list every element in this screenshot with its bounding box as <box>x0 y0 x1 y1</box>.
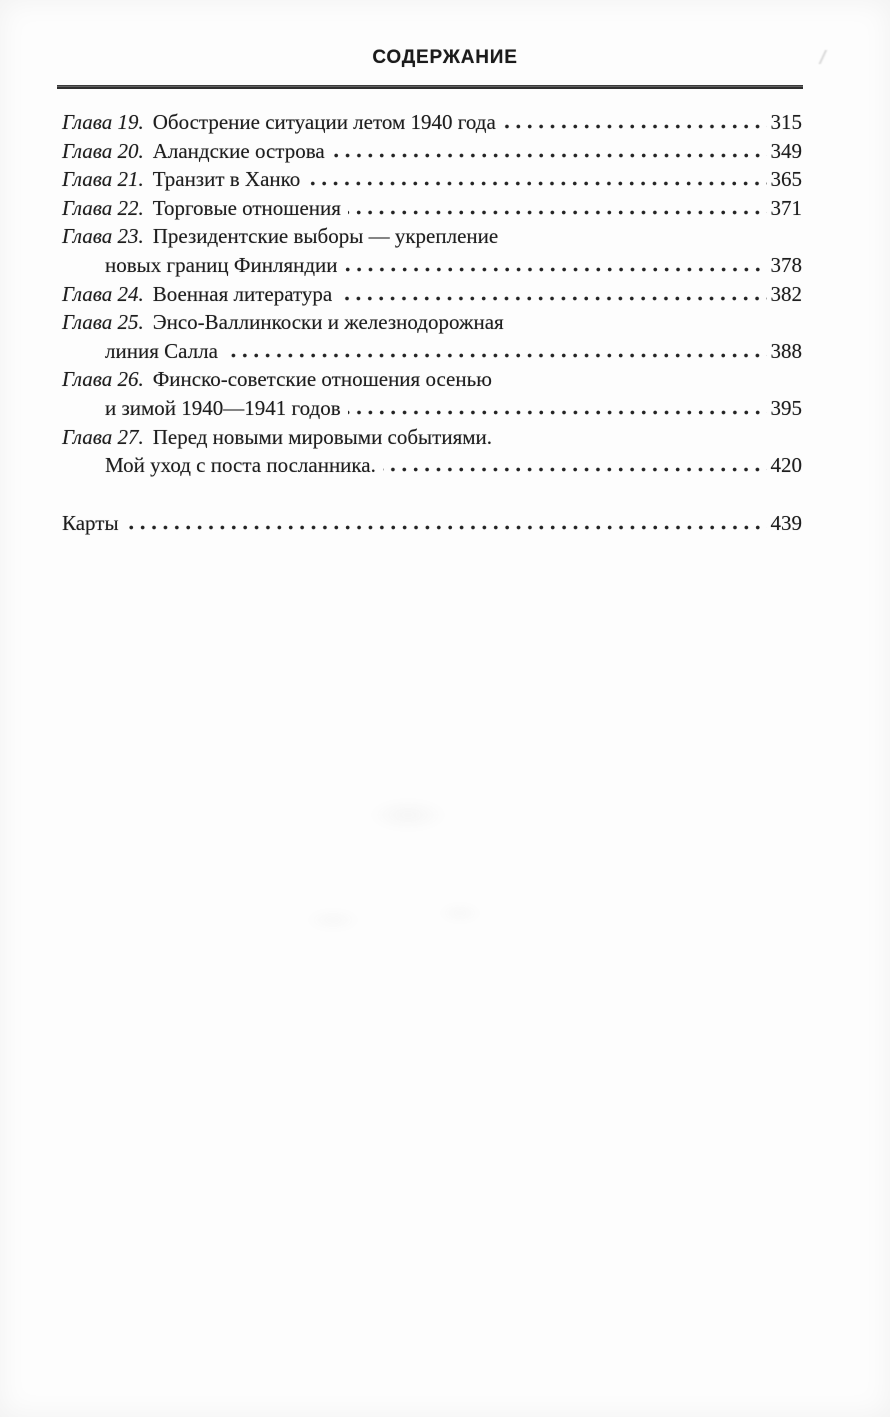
toc-entry-line <box>62 509 802 538</box>
toc-entry-line <box>62 194 802 223</box>
toc-entry <box>62 108 802 137</box>
toc-entry-line <box>62 308 802 337</box>
dot-leader <box>345 267 767 272</box>
toc-entry-line <box>62 423 802 452</box>
chapter-label: Глава 22. <box>62 195 144 220</box>
chapter-label: Глава 26. <box>62 367 144 392</box>
chapter-title: Президентские выборы — укрепление <box>152 224 499 249</box>
toc-entry <box>62 222 802 279</box>
page-number: 439 <box>770 510 802 535</box>
toc-entry-line <box>62 165 802 194</box>
toc-entry-line <box>62 222 802 251</box>
page-number: 378 <box>770 252 802 277</box>
chapter-label: Глава 24. <box>62 281 144 306</box>
chapter-label: Глава 20. <box>62 138 144 163</box>
dot-leader <box>383 467 767 472</box>
chapter-title-continued: и зимой 1940—1941 годов <box>105 395 341 420</box>
toc-entry <box>62 509 802 538</box>
chapter-label: Глава 27. <box>62 424 144 449</box>
page-number: 315 <box>770 110 802 134</box>
table-of-contents <box>62 108 802 537</box>
chapter-label: Глава 19. <box>62 110 144 134</box>
chapter-label: Глава 21. <box>62 167 144 192</box>
chapter-title: Торговые отношения <box>152 195 341 220</box>
chapter-title: Военная литература <box>152 281 333 306</box>
chapter-title: Перед новыми мировыми событиями. <box>152 424 493 449</box>
chapter-title: Энсо-Валлинкоски и железнодорожная <box>152 310 504 335</box>
dot-leader <box>348 410 767 415</box>
page-number: 349 <box>770 138 802 163</box>
chapter-title: Аландские острова <box>152 138 325 163</box>
toc-entry-line <box>62 137 802 166</box>
toc-entry <box>62 137 802 166</box>
toc-entry-continuation <box>62 451 802 480</box>
toc-entry-line <box>62 108 802 137</box>
chapter-title: Транзит в Ханко <box>152 167 301 192</box>
toc-entry <box>62 280 802 309</box>
chapter-title: Обострение ситуации летом 1940 года <box>152 110 496 134</box>
toc-entry <box>62 194 802 223</box>
toc-entry-continuation <box>62 394 802 423</box>
dot-leader <box>225 353 767 358</box>
scan-corner-mark <box>810 50 836 64</box>
scan-smudge <box>368 798 448 832</box>
dot-leader <box>307 181 766 186</box>
page-number: 395 <box>770 395 802 420</box>
toc-entry-continuation <box>62 337 802 366</box>
page-number: 365 <box>770 167 802 192</box>
dot-leader <box>503 124 767 129</box>
page-number: 382 <box>770 281 802 306</box>
chapter-label: Глава 25. <box>62 310 144 335</box>
page-number: 420 <box>770 453 802 478</box>
scan-smudge <box>438 902 482 924</box>
toc-entry <box>62 365 802 422</box>
page-number: 388 <box>770 338 802 363</box>
scan-smudge <box>305 908 361 932</box>
toc-entry-continuation <box>62 251 802 280</box>
header-rule <box>57 85 803 89</box>
dot-leader <box>339 296 766 301</box>
toc-entry-line <box>62 280 802 309</box>
toc-entry <box>62 165 802 194</box>
dot-leader <box>126 525 767 530</box>
chapter-title: Финско-советские отношения осенью <box>152 367 492 392</box>
page-title: СОДЕРЖАНИЕ <box>372 47 518 68</box>
chapter-title-continued: новых границ Финляндии <box>105 252 338 277</box>
page-number: 371 <box>770 195 802 220</box>
chapter-title: Карты <box>62 510 119 535</box>
toc-entry-line <box>62 365 802 394</box>
chapter-title-continued: Мой уход с поста посланника. <box>105 453 376 478</box>
dot-leader <box>332 153 767 158</box>
chapter-label: Глава 23. <box>62 224 144 249</box>
chapter-title-continued: линия Салла <box>105 338 218 363</box>
toc-entry <box>62 423 802 480</box>
dot-leader <box>348 210 767 215</box>
toc-entry <box>62 308 802 365</box>
